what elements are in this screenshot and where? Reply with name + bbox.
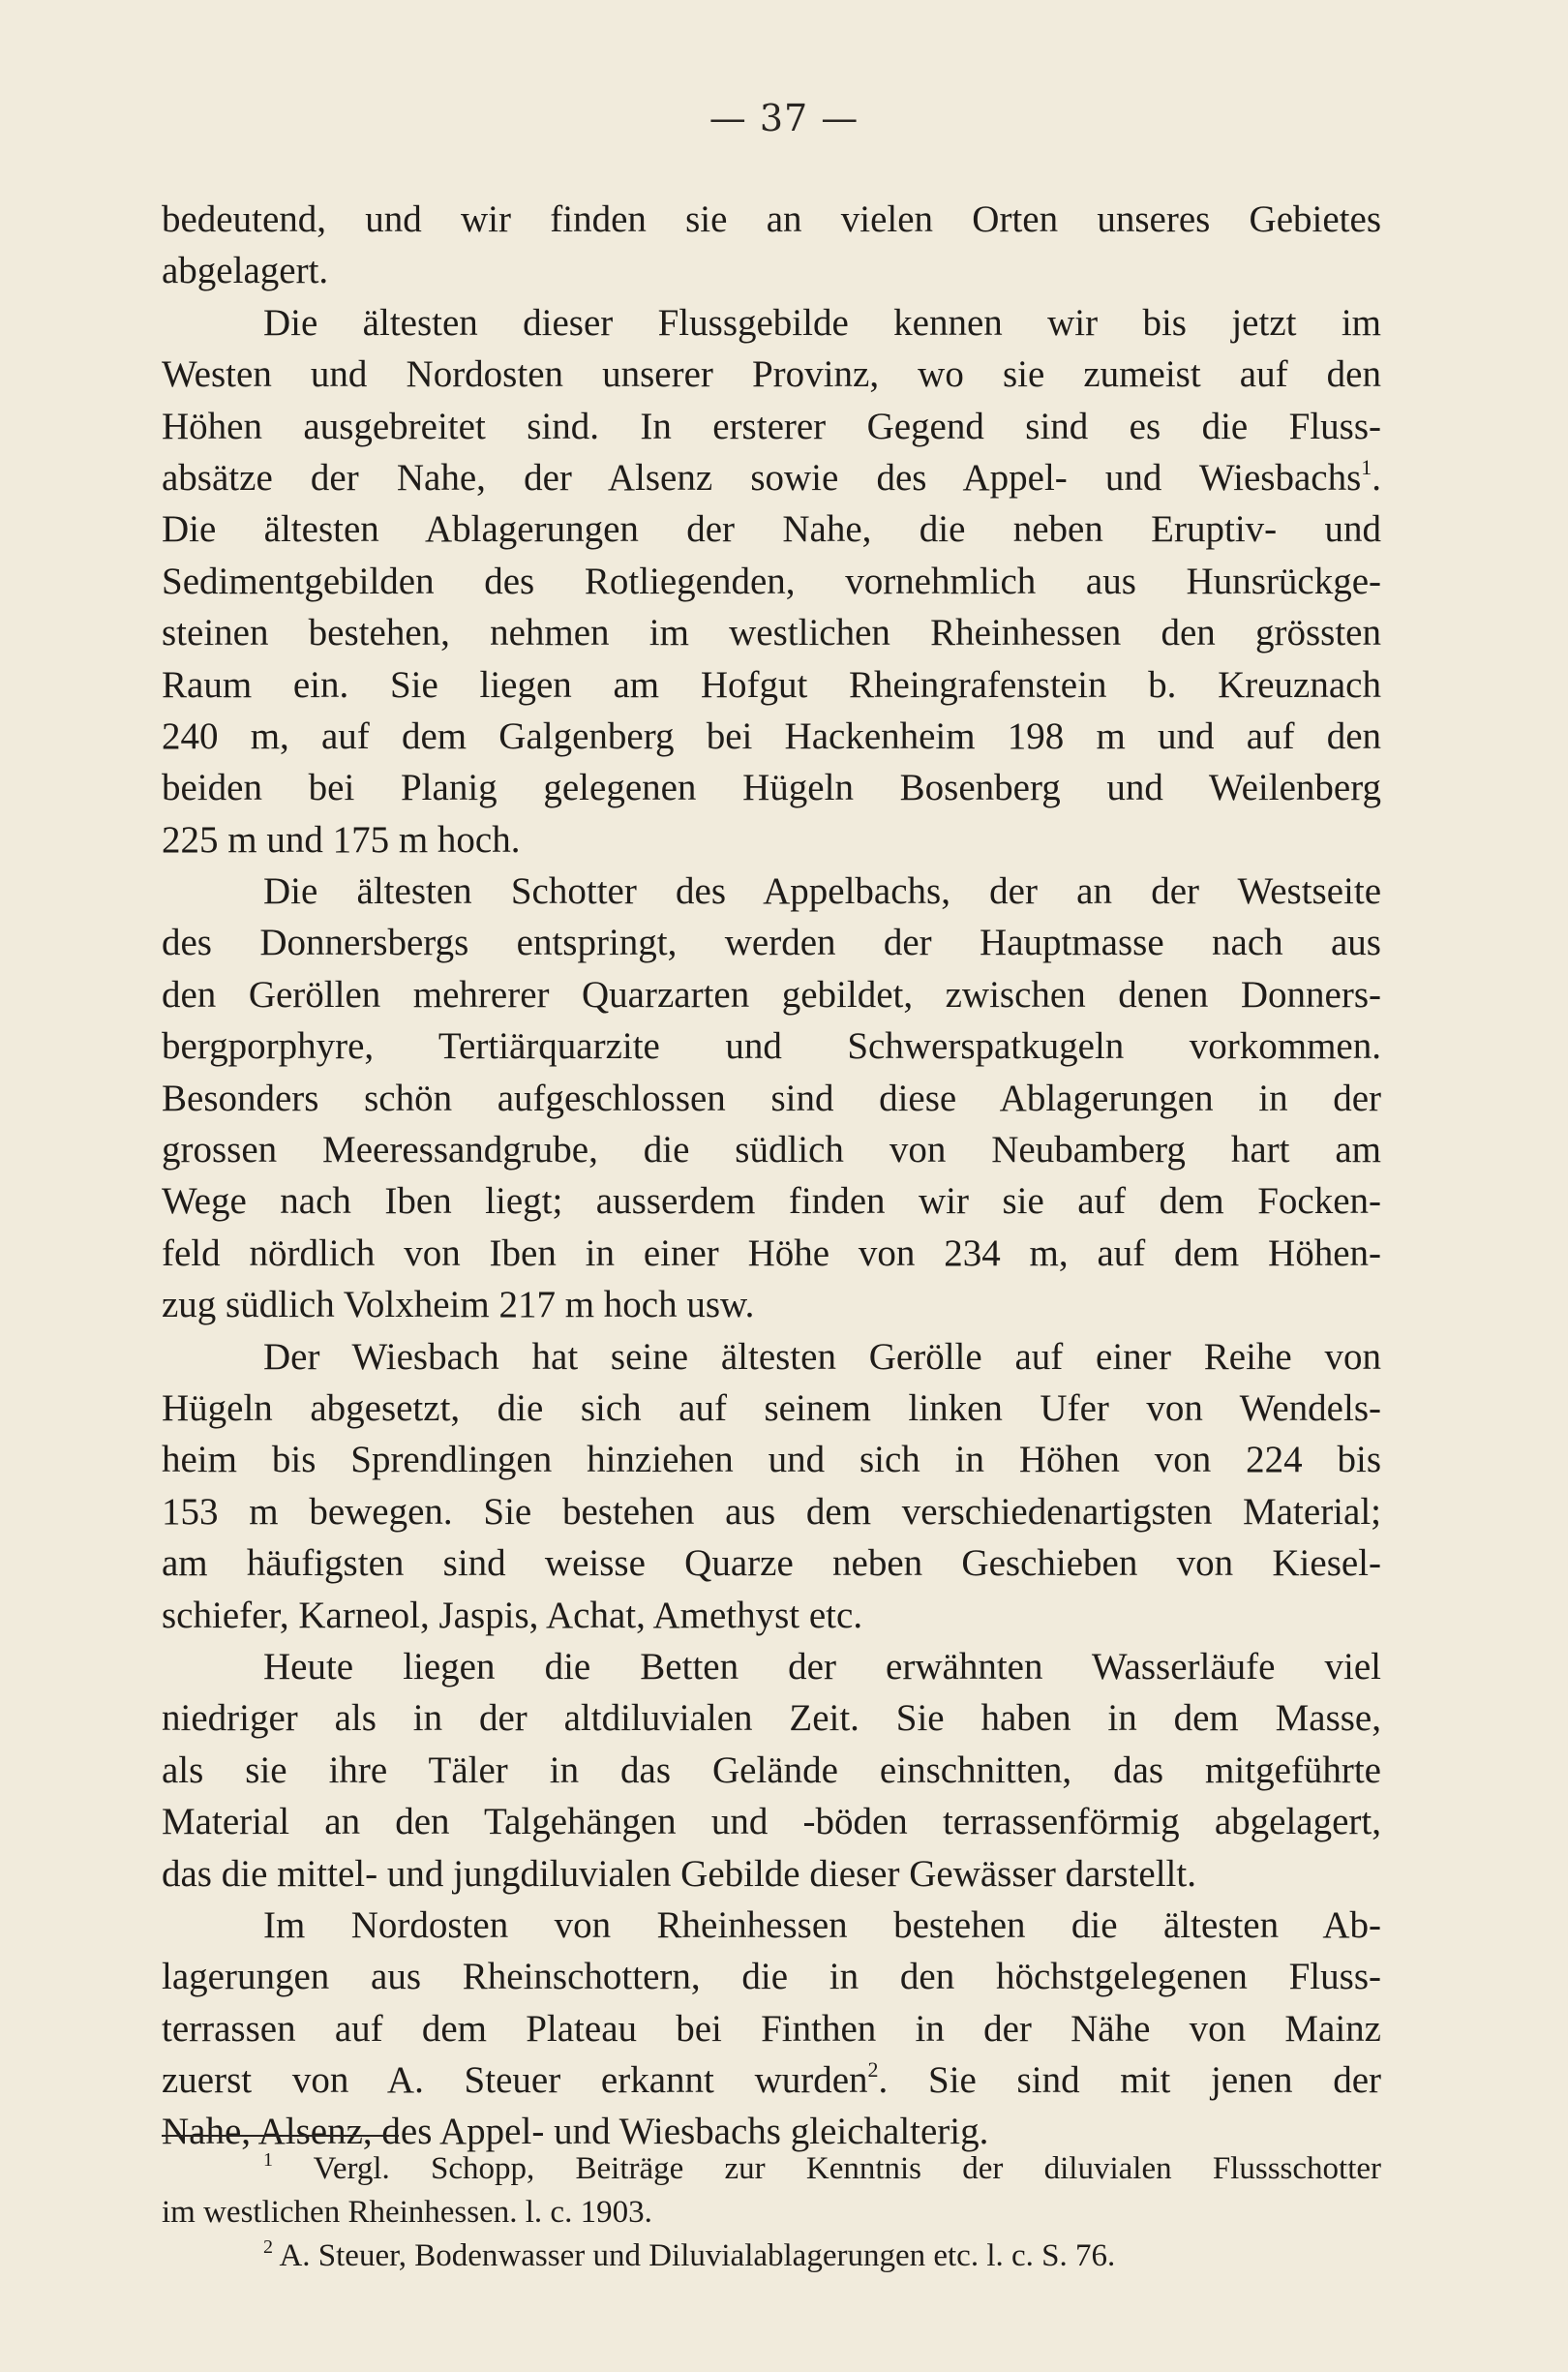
text-line: Die ältesten Ablagerungen der Nahe, die neben Eruptiv- und (162, 508, 1381, 551)
footnote-line (162, 2235, 1381, 2278)
paragraph (162, 1900, 1381, 2158)
paragraph (162, 194, 1381, 297)
text-line: Besonders schön aufgeschlossen sind diese Ablagerungen in der (162, 1077, 1381, 1119)
footnotes (162, 2147, 1381, 2278)
footnote-ref: 1 (1361, 454, 1372, 479)
text-line: schiefer, Karneol, Jaspis, Achat, Amethyst etc. (162, 1594, 863, 1636)
text-line (162, 2054, 1381, 2106)
paragraph (162, 1641, 1381, 1900)
text-segment: A. Steuer, Bodenwasser und Diluvialablagerungen etc. l. c. S. 76. (279, 2238, 1116, 2273)
footnote (162, 2147, 1381, 2235)
text-segment: absätze der Nahe, der Alsenz sowie des Appel- und Wiesbachs (162, 456, 1362, 499)
text-line: als sie ihre Täler in das Gelände einschnitten, das mitgeführte (162, 1749, 1381, 1791)
text-line: am häufigsten sind weisse Quarze neben Geschieben von Kiesel- (162, 1542, 1381, 1585)
text-line: feld nördlich von Iben in einer Höhe von 234 m, auf dem Höhen- (162, 1232, 1381, 1274)
footnote-ref: 2 (867, 2057, 879, 2083)
text-line: 240 m, auf dem Galgenberg bei Hackenheim 198 m und auf den (162, 715, 1381, 757)
text-line: grossen Meeressandgrube, die südlich von Neubamberg hart am (162, 1129, 1381, 1171)
text-line: Material an den Talgehängen und -böden terrassenförmig abgelagert, (162, 1801, 1381, 1843)
text-line: Hügeln abgesetzt, die sich auf seinem linken Ufer von Wendels- (162, 1386, 1381, 1429)
text-line: abgelagert. (162, 250, 329, 292)
footnote (162, 2235, 1381, 2278)
body-text (162, 194, 1381, 2158)
text-line: den Geröllen mehrerer Quarzarten gebildet, zwischen denen Donners- (162, 973, 1381, 1016)
text-line: 153 m bewegen. Sie bestehen aus dem verschiedenartigsten Material; (162, 1490, 1381, 1533)
paragraph (162, 297, 1381, 866)
text-line: steinen bestehen, nehmen im westlichen Rheinhessen den grössten (162, 612, 1381, 654)
text-line: beiden bei Planig gelegenen Hügeln Bosenberg und Weilenberg (162, 767, 1381, 809)
paragraph (162, 866, 1381, 1331)
text-line: lagerungen aus Rheinschottern, die in den höchstgelegenen Fluss- (162, 1956, 1381, 1998)
text-line: Sedimentgebilden des Rotliegenden, vornehmlich aus Hunsrückge- (162, 560, 1381, 602)
text-line: das die mittel- und jungdiluvialen Gebilde dieser Gewässer darstellt. (162, 1852, 1196, 1895)
text-line: Die ältesten dieser Flussgebilde kennen wir bis jetzt im (263, 301, 1381, 344)
text-line: Der Wiesbach hat seine ältesten Gerölle auf einer Reihe von (263, 1335, 1381, 1378)
text-line: Wege nach Iben liegt; ausserdem finden wir sie auf dem Focken- (162, 1180, 1381, 1223)
text-line (162, 452, 1381, 503)
footnote-divider (162, 2135, 399, 2137)
text-line: zug südlich Volxheim 217 m hoch usw. (162, 1284, 755, 1326)
text-line: bedeutend, und wir finden sie an vielen Orten unseres Gebietes (162, 198, 1381, 240)
text-line: des Donnersbergs entspringt, werden der Hauptmasse nach aus (162, 922, 1381, 964)
footnote-marker: 1 (263, 2149, 273, 2171)
text-segment: Vergl. Schopp, Beiträge zur Kenntnis der diluvialen Flussschotter (313, 2151, 1381, 2186)
text-segment: . (1372, 456, 1381, 499)
paragraph (162, 1331, 1381, 1641)
page-number: — 37 — (709, 97, 859, 139)
text-line: Höhen ausgebreitet sind. In ersterer Gegend sind es die Fluss- (162, 405, 1381, 447)
footnote-line (162, 2147, 1381, 2191)
text-line: Im Nordosten von Rheinhessen bestehen die ältesten Ab- (263, 1903, 1381, 1946)
text-segment: . Sie sind mit jenen der (878, 2059, 1381, 2102)
text-line: Raum ein. Sie liegen am Hofgut Rheingrafenstein b. Kreuznach (162, 663, 1381, 706)
text-line: Nahe, Alsenz, des Appel- und Wiesbachs gleichalterig. (162, 2111, 989, 2153)
text-line: heim bis Sprendlingen hinziehen und sich in Höhen von 224 bis (162, 1439, 1381, 1481)
footnote-line: im westlichen Rheinhessen. l. c. 1903. (162, 2195, 652, 2230)
text-line: Westen und Nordosten unserer Provinz, wo sie zumeist auf den (162, 353, 1381, 396)
text-line: bergporphyre, Tertiärquarzite und Schwerspatkugeln vorkommen. (162, 1025, 1381, 1068)
text-line: Die ältesten Schotter des Appelbachs, der an der Westseite (263, 870, 1381, 913)
text-line: niedriger als in der altdiluvialen Zeit. Sie haben in dem Masse, (162, 1697, 1381, 1740)
text-segment: zuerst von A. Steuer erkannt wurden (162, 2059, 868, 2102)
footnote-marker: 2 (263, 2236, 273, 2258)
text-line: terrassen auf dem Plateau bei Finthen in der Nähe von Mainz (162, 2007, 1381, 2050)
text-line: Heute liegen die Betten der erwähnten Wasserläufe viel (263, 1645, 1381, 1688)
text-line: 225 m und 175 m hoch. (162, 818, 521, 861)
